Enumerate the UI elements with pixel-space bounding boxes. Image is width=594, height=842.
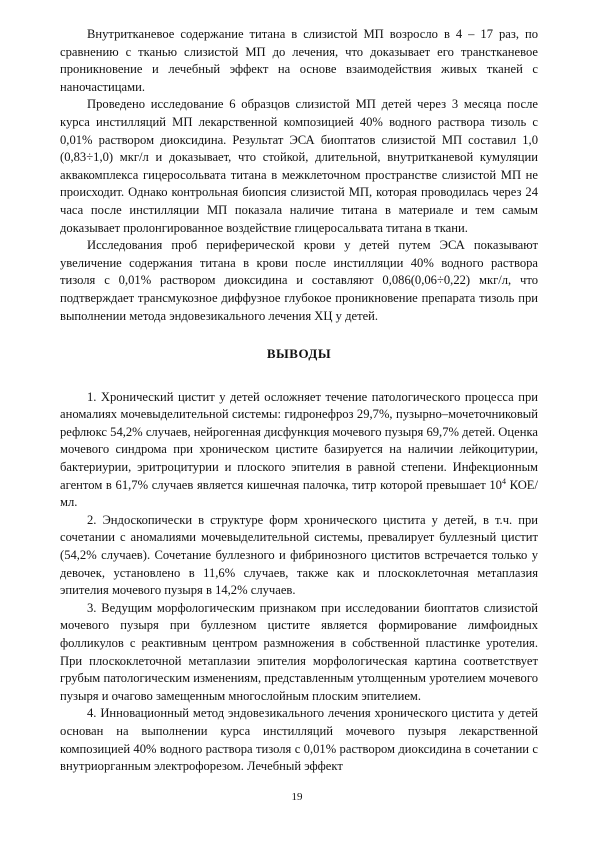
conclusion-item-3: 3. Ведущим морфологическим признаком при исследовании биоптатов слизистой мочевого пузыря при буллезном цистите является формирование лимфоидных фолликулов с реактивным центром размножения в собственной пластинке уротелия. При плоскоклеточной метаплазии эпителия морфологическая картина соответствует грубым патологическим изменениям, представленным утолщенным уротелием мочевого пузыря и очагово замещенным многослойным плоским эпителием. xyxy=(60,600,538,703)
paragraph-blood-study: Исследования проб периферической крови у детей путем ЭСА показывают увеличение содержания титана в крови после инстилляции 40% водного раствора тизоля с 0,01% раствором диоксидина и составляют 0,086(0,06÷0,22) мкг/л, что подтверждает трансмукозное диффузное глубокое проникновение препарата тизоль при выполнении метода эндовезикального лечения ХЦ у детей. xyxy=(60,238,538,323)
conclusion-item-1 xyxy=(60,389,538,512)
conclusion-item-1-text: 1. Хронический цистит у детей осложняет течение патологического процесса при аномалиях мочевыделительной системы: гидронефроз 29,7%, пузырно–мочеточниковый рефлюкс 54,2% случаев, нейрогенная дисфункция мочевого пузыря 69,7% детей. Оценка мочевого синдрома при хроническом цистите базируется на наличии лейкоцитурии, бактериурии, эритроцитурии и плоского эпителия в равной степени. Инфекционным агентом в 61,7% случаев является кишечная палочка, титр которой превышает 10 xyxy=(60,389,538,492)
section-heading-conclusions: ВЫВОДЫ xyxy=(266,346,332,362)
paragraph-biopsy-study: Проведено исследование 6 образцов слизистой МП детей через 3 месяца после курса инстилляций МП лекарственной композицией 40% водного раствора тизоль с 0,01% раствором диоксидина. Результат ЭСА биоптатов слизистой МП составил 1,0 (0,83÷1,0) мкг/л и доказывает, что стойкой, длительной, внутритканевой кумуляции аквакомплекса гицеросольвата титана в межклеточном пространстве слизистой МП не происходит. Однако контрольная биопсия слизистой МП, которая проводилась через 24 часа после инстилляции МП показала наличие титана в материале и тем самым доказывает пролонгированное воздействие глицеросальвата титана в ткани. xyxy=(60,97,538,235)
conclusion-item-2: 2. Эндоскопически в структуре форм хронического цистита у детей, в т.ч. при сочетании с аномалиями мочевыделительной системы, превалирует буллезный цистит (54,2% случаев). Сочетание буллезного и фибринозного циститов встречается только у девочек, установлено в 11,6% случаев, также как и плоскоклеточная метаплазия эпителия мочевого пузыря в 14,2% случаев. xyxy=(60,512,538,598)
conclusion-item-1-exponent: 4 xyxy=(501,476,506,486)
page-number: 19 xyxy=(291,791,303,803)
conclusion-item-1-tail: КОЕ/мл. xyxy=(60,477,538,510)
document-page xyxy=(60,26,538,776)
paragraph-titanium-content: Внутритканевое содержание титана в слизистой МП возросло в 4 – 17 раз, по сравнению с тканью слизистой МП до лечения, что доказывает его транстканевое проникновение и лечебный эффект на основе взаимодействия живых тканей с наночастицами. xyxy=(60,27,538,94)
conclusion-item-4: 4. Инновационный метод эндовезикального лечения хронического цистита у детей основан на выполнении курса инстилляций мочевого пузыря лекарственной композицией 40% водного раствора тизоля с 0,01% раствором диоксидина в сочетании с внутриорганным электрофорезом. Лечебный эффект xyxy=(60,706,538,774)
